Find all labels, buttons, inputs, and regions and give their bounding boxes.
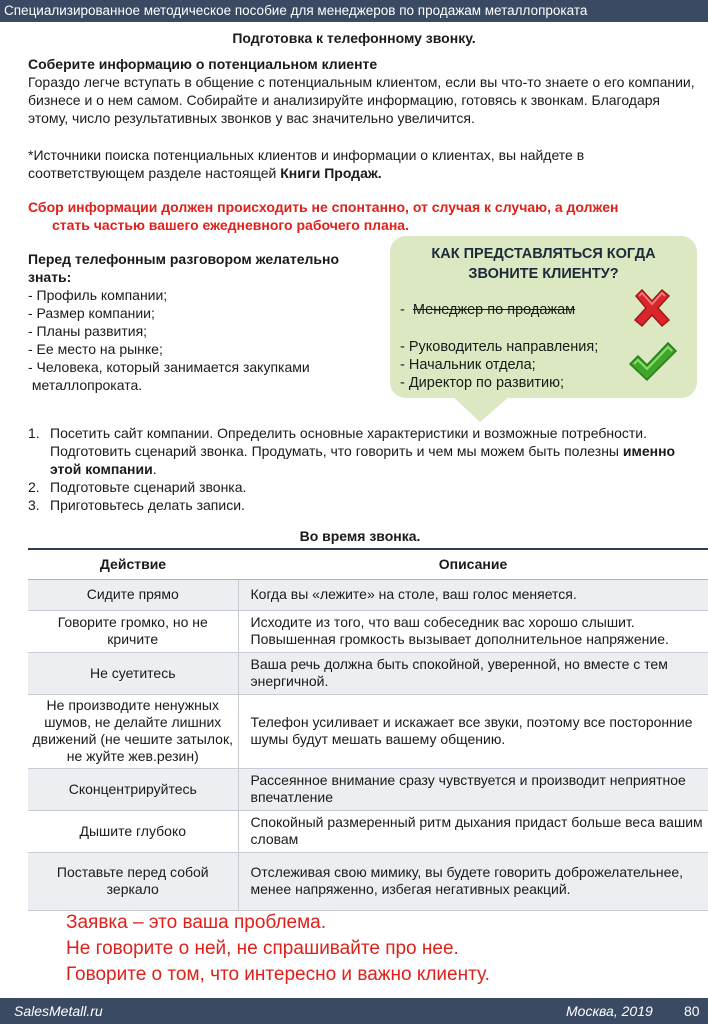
page-number: 80 xyxy=(684,1003,700,1019)
description-cell: Ваша речь должна быть спокойной, уверенной, но вместе с тем энергичной. xyxy=(238,652,708,694)
description-cell: Исходите из того, что ваш собеседник вас хорошо слышит. Повышенная громкость вызывает дополнительное напряжение. xyxy=(238,610,708,652)
list-item: - Руководитель направления; xyxy=(400,339,599,355)
sources-note-text: *Источники поиска потенциальных клиентов и информации о клиентах, вы найдете в соответствующем разделе настоящей xyxy=(28,147,585,181)
how-to-introduce-bubble xyxy=(390,236,697,398)
closing-line1: Заявка – это ваша проблема. xyxy=(66,912,327,933)
step-item xyxy=(28,478,698,496)
page-title: Подготовка к телефонному звонку. xyxy=(232,30,476,46)
list-item: - Планы развития; xyxy=(28,323,148,339)
list-item: - Ее место на рынке; xyxy=(28,341,163,357)
green-check-icon xyxy=(628,340,678,384)
red-notice-line2: стать частью вашего ежедневного рабочего плана. xyxy=(52,217,409,233)
red-notice-line1: Сбор информации должен происходить не спонтанно, от случая к случаю, а должен xyxy=(28,199,619,215)
action-cell: Сконцентрируйтесь xyxy=(28,768,238,810)
before-call-section xyxy=(28,250,373,394)
before-call-list xyxy=(28,286,373,394)
list-item: - Человека, который занимается закупками xyxy=(28,359,310,375)
bubble-title-line2: ЗВОНИТЕ КЛИЕНТУ? xyxy=(468,266,619,282)
during-call-table xyxy=(28,548,708,911)
action-cell: Поставьте перед собой зеркало xyxy=(28,852,238,910)
description-cell: Спокойный размеренный ритм дыхания придаст больше веса вашим словам xyxy=(238,810,708,852)
step-text-end: . xyxy=(152,461,157,477)
table-row xyxy=(28,768,708,810)
step-item xyxy=(28,424,698,478)
description-cell: Рассеянное внимание сразу чувствуется и производит неприятное впечатление xyxy=(238,768,708,810)
table-row xyxy=(28,810,708,852)
description-cell: Телефон усиливает и искажает все звуки, поэтому все посторонние шумы будут мешать вашему общению. xyxy=(238,694,708,768)
sources-note xyxy=(28,146,678,182)
column-action-header: Действие xyxy=(28,549,238,579)
right-options xyxy=(400,338,598,392)
header-banner: Специализированное методическое пособие для менеджеров по продажам металлопроката xyxy=(0,0,708,22)
before-call-heading: Перед телефонным разговором желательно знать: xyxy=(28,251,339,285)
closing-line2: Не говорите о ней, не спрашивайте про нее. xyxy=(66,938,459,959)
list-item: - Директор по развитию; xyxy=(400,375,565,391)
wrong-option xyxy=(400,302,575,318)
bubble-title-line1: КАК ПРЕДСТАВЛЯТЬСЯ КОГДА xyxy=(431,246,656,262)
action-cell: Не производите ненужных шумов, не делайте лишних движений (не чешите затылок, не жуйте жев.резин) xyxy=(28,694,238,768)
table-row xyxy=(28,652,708,694)
closing-line3: Говорите о том, что интересно и важно клиенту. xyxy=(66,964,490,985)
step-text: Посетить сайт компании. Определить основные характеристики и возможные потребности. Подготовить сценарий звонка. Продумать, что говорить и чем мы можем быть полезны xyxy=(50,425,648,459)
wrong-option-text: Менеджер по продажам xyxy=(412,302,576,318)
red-notice xyxy=(28,198,678,234)
collect-section xyxy=(28,55,698,127)
step-item xyxy=(28,496,698,514)
action-cell: Говорите громко, но не кричите xyxy=(28,610,238,652)
column-description-header: Описание xyxy=(238,549,708,579)
list-item: - Профиль компании; xyxy=(28,287,168,303)
action-cell: Сидите прямо xyxy=(28,579,238,610)
sales-book-reference: Книги Продаж. xyxy=(280,165,382,181)
step-bold-text: именно этой компании xyxy=(50,443,676,477)
footer-site-link[interactable]: SalesMetall.ru xyxy=(14,1003,103,1019)
description-cell: Когда вы «лежите» на столе, ваш голос меняется. xyxy=(238,579,708,610)
table-row xyxy=(28,610,708,652)
red-cross-icon xyxy=(630,286,674,330)
list-item: металлопроката. xyxy=(28,377,143,393)
bubble-tail xyxy=(452,396,510,422)
action-cell: Не суетитесь xyxy=(28,652,238,694)
bubble-title xyxy=(390,244,697,284)
table-header-row xyxy=(28,549,708,579)
step-number: 3. xyxy=(28,497,40,513)
list-item: - Начальник отдела; xyxy=(400,357,536,373)
table-row xyxy=(28,852,708,910)
closing-message xyxy=(66,910,490,988)
list-item: - Размер компании; xyxy=(28,305,155,321)
collect-heading: Соберите информацию о потенциальном клиенте xyxy=(28,56,378,72)
action-cell: Дышите глубоко xyxy=(28,810,238,852)
prep-steps xyxy=(28,424,698,514)
step-text: Подготовьте сценарий звонка. xyxy=(50,479,247,495)
table-row xyxy=(28,579,708,610)
step-text: Приготовьтесь делать записи. xyxy=(50,497,245,513)
collect-text: Гораздо легче вступать в общение с потенциальным клиентом, если вы что-то знаете о его компании, бизнесе и о нем самом. Собирайте и анализируйте информацию, готовясь к звонкам. Благодаря этому, число результативных звонков у вас значительно увеличится. xyxy=(28,74,695,126)
description-cell: Отслеживая свою мимику, вы будете говорить доброжелательнее, менее напряженно, избегая негативных реакций. xyxy=(238,852,708,910)
footer-bar xyxy=(0,998,708,1024)
step-number: 1. xyxy=(28,425,40,441)
table-row xyxy=(28,694,708,768)
footer-city-year: Москва, 2019 xyxy=(566,1003,653,1019)
wrong-option-dash: - xyxy=(400,302,413,318)
during-call-title: Во время звонка. xyxy=(299,528,421,544)
step-number: 2. xyxy=(28,479,40,495)
